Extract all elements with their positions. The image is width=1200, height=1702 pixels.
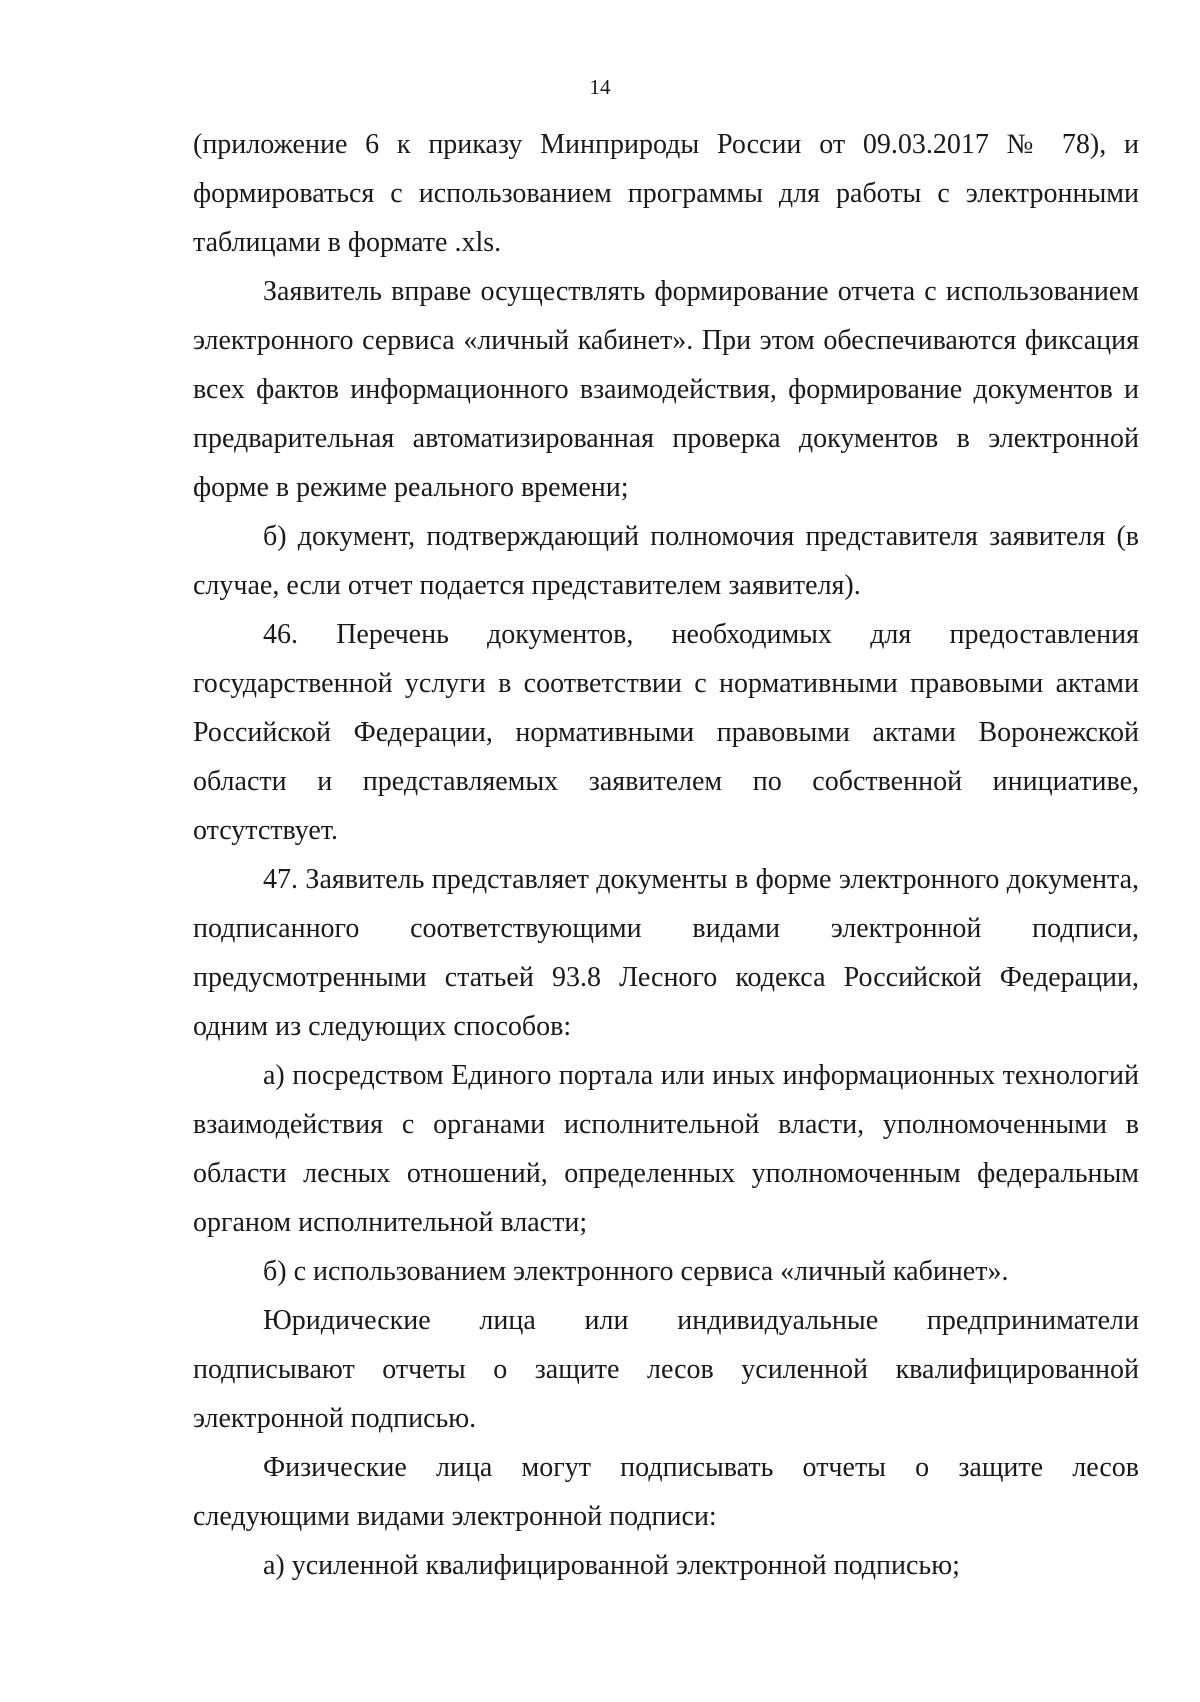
paragraph-continuation: (приложение 6 к приказу Минприроды России от 09.03.2017 № 78), и формироваться с использованием программы для работы с электронными таблицами в формате .xls. xyxy=(193,129,1139,258)
paragraph-item-a-portal: а) посредством Единого портала или иных информационных технологий взаимодействия с органами исполнительной власти, уполномоченными в области лесных отношений, определенных уполномоченным федеральным органом исполнительной власти; xyxy=(193,1060,1139,1238)
paragraph-individuals: Физические лица могут подписывать отчеты о защите лесов следующими видами электронной подписи: xyxy=(193,1452,1139,1532)
paragraph-item-b-authority-document: б) документ, подтверждающий полномочия представителя заявителя (в случае, если отчет подается представителем заявителя). xyxy=(193,521,1139,601)
paragraph-47: 47. Заявитель представляет документы в форме электронного документа, подписанного соответствующими видами электронной подписи, предусмотренными статьей 93.8 Лесного кодекса Российской Федерации, одним из следующих способов: xyxy=(193,864,1139,1042)
page-number: 14 xyxy=(589,75,611,99)
paragraph-legal-entities: Юридические лица или индивидуальные предприниматели подписывают отчеты о защите лесов усиленной квалифицированной электронной подписью. xyxy=(193,1305,1139,1434)
document-body xyxy=(193,120,1139,1590)
paragraph-46: 46. Перечень документов, необходимых для предоставления государственной услуги в соответствии с нормативными правовыми актами Российской Федерации, нормативными правовыми актами Воронежской области и представляемых заявителем по собственной инициативе, отсутствует. xyxy=(193,619,1139,846)
paragraph-item-b-personal-account: б) с использованием электронного сервиса «личный кабинет». xyxy=(263,1256,1009,1287)
paragraph-report-formation: Заявитель вправе осуществлять формирование отчета с использованием электронного сервиса «личный кабинет». При этом обеспечиваются фиксация всех фактов информационного взаимодействия, формирование документов и предварительная автоматизированная проверка документов в электронной форме в режиме реального времени; xyxy=(193,276,1139,503)
paragraph-item-a-qualified-signature: а) усиленной квалифицированной электронной подписью; xyxy=(263,1550,960,1581)
